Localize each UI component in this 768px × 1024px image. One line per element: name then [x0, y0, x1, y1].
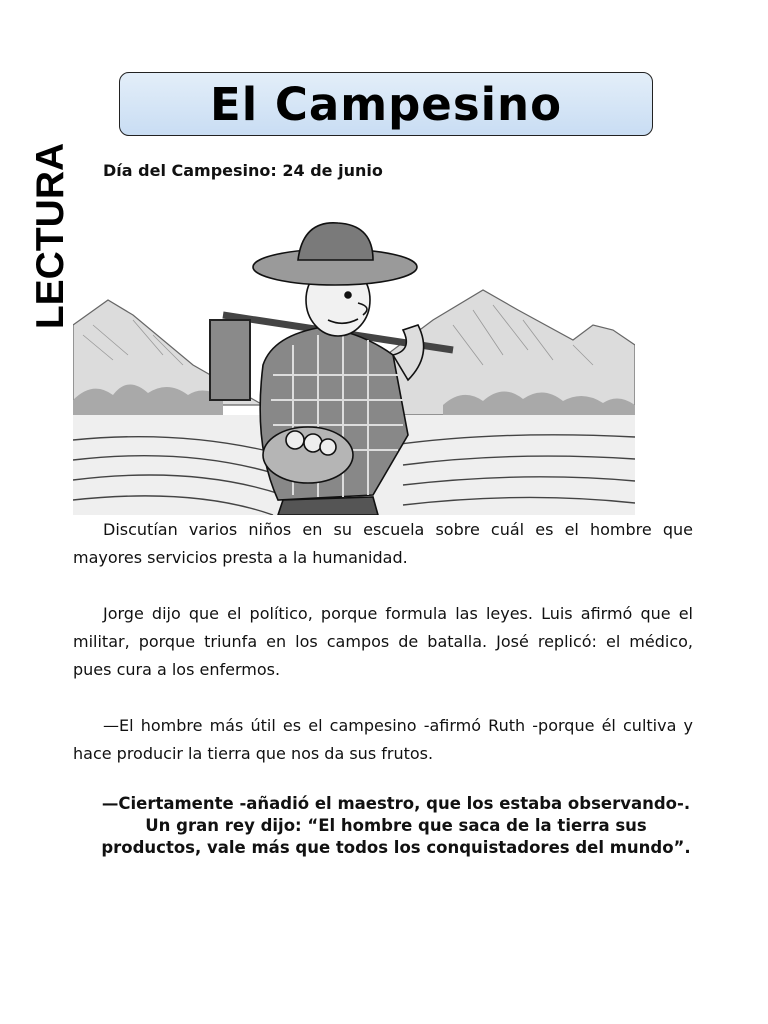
section-label: LECTURA: [29, 142, 72, 330]
title-banner: [119, 72, 653, 136]
paragraph-3: —El hombre más útil es el campesino -afirmó Ruth -porque él cultiva y hace producir la tierra que nos da sus frutos.: [73, 716, 693, 763]
subtitle: Día del Campesino: 24 de junio: [103, 161, 383, 180]
page-title: El Campesino: [209, 77, 562, 131]
farmer-illustration: [73, 215, 635, 515]
paragraph-2: Jorge dijo que el político, porque formula las leyes. Luis afirmó que el militar, porque triunfa en los campos de batalla. José replicó: el médico, pues cura a los enfermos.: [73, 604, 693, 679]
paragraph-1: Discutían varios niños en su escuela sobre cuál es el hombre que mayores servicios presta a la humanidad.: [73, 520, 693, 567]
quote: —Ciertamente -añadió el maestro, que los estaba observando-. Un gran rey dijo: “El hombre que saca de la tierra sus productos, vale más que todos los conquistadores del mundo”.: [101, 794, 691, 857]
